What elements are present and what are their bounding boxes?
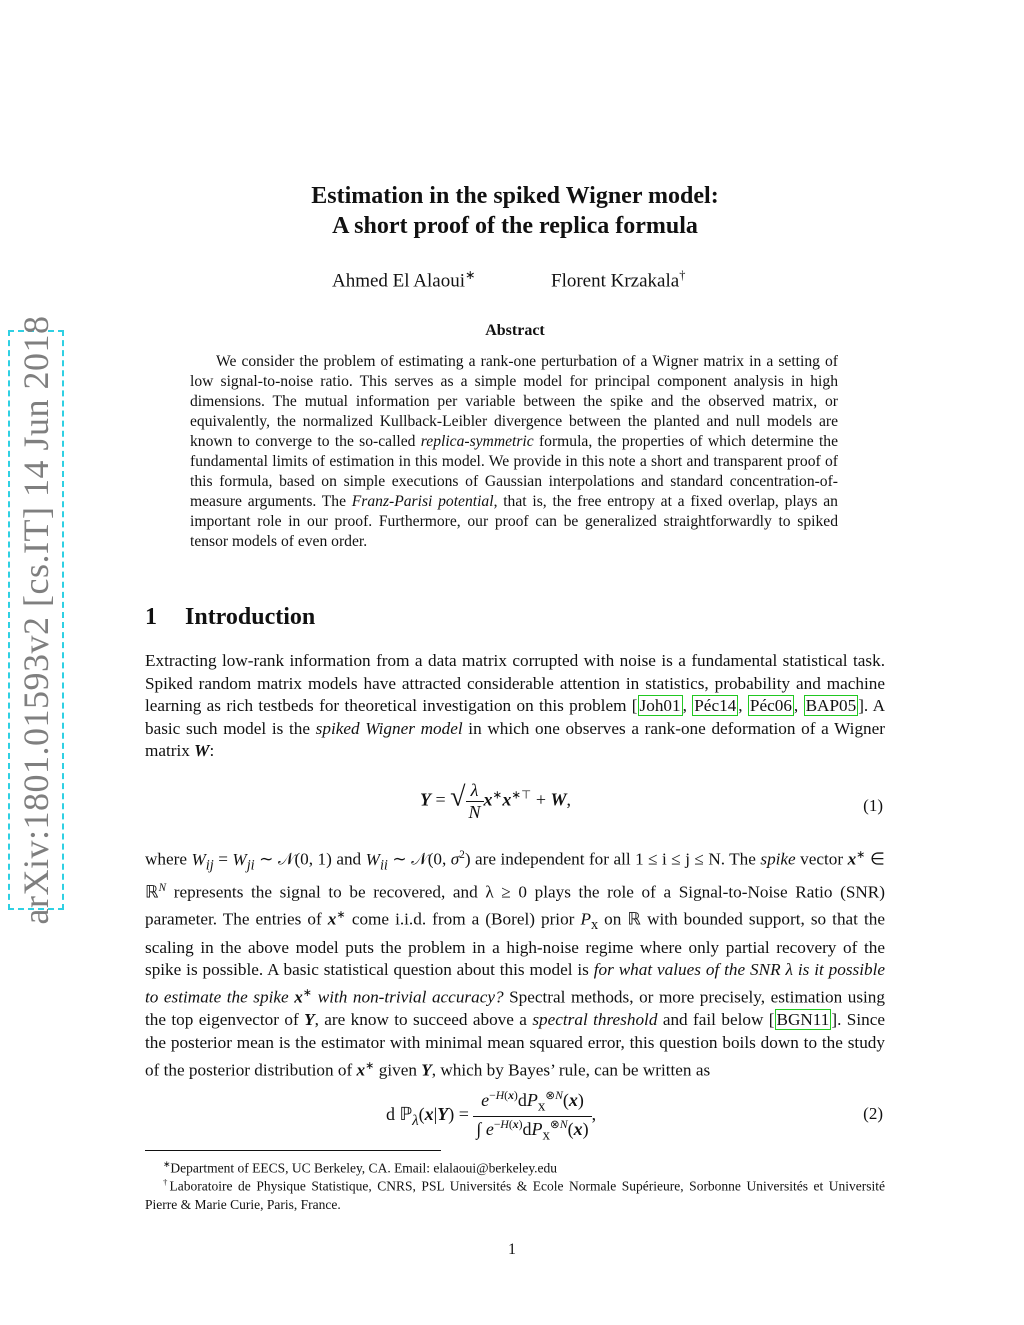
intro-p2-emphasis-3: spectral threshold — [532, 1010, 658, 1030]
intro-p2-text-b: are independent for all 1 ≤ i ≤ j ≤ N. The — [470, 849, 761, 869]
author-1-mark: ∗ — [464, 268, 476, 282]
intro-p2-text-i: and fail below [ — [657, 1010, 775, 1030]
footnote-2-mark: † — [163, 1177, 170, 1187]
intro-p1-text-c: in which one observes a rank-one deformation of a Wigner matrix — [145, 718, 885, 761]
author-2 — [551, 268, 685, 292]
footnote-2 — [145, 1173, 885, 1214]
intro-paragraph-1: Extracting low-rank information from a data matrix corrupted with noise is a fundamental statistical task. Spiked random matrix models have attracted considerable attention in statistics, probability and machine learning as rich testbeds for theoretical investigation on this problem [ Joh01 , Péc14 , Péc06 , BAP05 ]. A basic such model is the spiked Wigner model in which one observes a rank-one deformation of a Wigner matrix W: — [145, 651, 886, 761]
page-number: 1 — [508, 1241, 516, 1258]
intro-p2-text-h: , are know to succeed above a — [314, 1010, 533, 1030]
footnote-2-text: Laboratoire de Physique Statistique, CNRS, PSL Universités & Ecole Normale Supérieure, Sorbonne Universités et Université Pierre & Marie Curie, Paris, France. — [145, 1178, 885, 1212]
intro-p2-text-l: , which by Bayes’ rule, can be written as — [431, 1060, 711, 1080]
abstract-body — [190, 352, 838, 552]
intro-p1-emphasis: spiked Wigner model — [315, 718, 463, 738]
abstract-emphasis-2: Franz-Parisi potential — [351, 493, 494, 510]
equation-2-number: (2) — [863, 1104, 883, 1123]
abstract-text-1: We consider the problem of estimating a rank-one perturbation of a Wigner matrix in a setting of low signal-to-noise ratio. This serves as a simple model for principal component analysis in high dimensions. The mutual information per variable between the spike and the observed matrix, or equivalently, the normalized Kullback-Leibler divergence between the planted and null models are known to converge to the so-called — [190, 353, 838, 450]
paper-title-line1: Estimation in the spiked Wigner model: — [311, 183, 719, 209]
citation-pec06[interactable]: Péc06 — [749, 696, 792, 716]
author-1-name: Ahmed El Alaoui — [332, 270, 465, 292]
section-number: 1 — [145, 604, 157, 630]
abstract-emphasis-1: replica-symmetric — [420, 433, 534, 450]
footnote-1-mark: ∗ — [163, 1159, 171, 1169]
abstract-text-3: , that is, the free entropy at a fixed overlap, plays an important role in our proof. Furthermore, our proof can be generalized straightforwardly to spiked tensor models of even order. — [190, 493, 838, 550]
footnote-rule — [145, 1150, 441, 1151]
equation-1: Y = √ $\frac{\lambda}{N}$ x∗x∗⊤ + W, — [420, 780, 571, 822]
footnote-1-text: Department of EECS, UC Berkeley, CA. Email: elalaoui@berkeley.edu — [170, 1160, 558, 1176]
intro-p2-text-d: represents the signal to be recovered, and λ ≥ 0 plays the role of a Signal-to-Noise Ratio (SNR) parameter. The entries of — [145, 882, 885, 929]
intro-p2-text-f: on ℝ with bounded support, so that the scaling in the above model puts the problem in a high-noise regime where only partial recovery of the spike is possible. A basic statistical question about this model is — [145, 909, 885, 980]
equation-2: d ℙ$_\lambda$(x|Y) = $\frac{e^{-H(x)}dP_x^{\otimes N}(x)}{\int e^{-H(x)}dP_x^{\otimes N}(x)}$ , — [386, 1089, 597, 1144]
author-1 — [332, 268, 475, 292]
abstract-heading: Abstract — [485, 322, 545, 339]
intro-p1-text-a: Extracting low-rank information from a data matrix corrupted with noise is a fundamental statistical task. Spiked random matrix models have attracted considerable attention in statistics, probability and machine learning as rich testbeds for theoretical investigation on this problem [ — [145, 651, 885, 716]
author-2-name: Florent Krzakala — [551, 270, 680, 292]
abstract-text-2: formula, the properties of which determine the fundamental limits of estimation in this model. We provide in this note a short and transparent proof of this formula, based on simple executions of Gaussian interpolations and standard concentration-of-measure arguments. The — [190, 433, 838, 510]
intro-paragraph-2: where $W_{ij} = W_{ji}$ ∼ 𝒩(0, 1) and $W_{ii}$ ∼ 𝒩(0, $\sigma^2$) are independent for all 1 ≤ i ≤ j ≤ N. The spike vector x∗ ∈ ℝ$^N$ represents the signal to be recovered, and λ ≥ 0 plays the role of a Signal-to-Noise Ratio (SNR) parameter. The entries of x∗ come i.i.d. from a (Borel) prior $P_x$ on ℝ with bounded support, so that the scaling in the above model puts the problem in a high-noise regime where only partial recovery of the spike is possible. A basic statistical question about this model is for what values of the SNR λ is it possible to estimate the spike x∗ with non-trivial accuracy? Spectral methods, or more precisely, estimation using the top eigenvector of Y, are know to succeed above a spectral threshold and fail below [ BGN11 ]. Since the posterior mean is the estimator with minimal mean squared error, this question boils down to the study of the posterior distribution of x∗ given Y, which by Bayes’ rule, can be written as — [145, 849, 885, 1080]
intro-p2-text-a: where — [145, 849, 192, 869]
intro-p2-emphasis-spike: spike — [760, 849, 796, 869]
arxiv-stamp[interactable] — [8, 315, 64, 925]
intro-p2-emphasis-2: with non-trivial accuracy? — [312, 987, 504, 1007]
citation-bgn11[interactable]: BGN11 — [776, 1010, 830, 1030]
author-2-mark: † — [679, 268, 686, 282]
intro-p2-text-k: given — [374, 1060, 422, 1080]
citation-pec14[interactable]: Péc14 — [694, 696, 737, 716]
intro-p1-text-b: ]. A basic such model is the — [145, 696, 886, 738]
intro-p2-text-g: Spectral methods, or more precisely, estimation using the top eigenvector of — [145, 987, 885, 1030]
citation-bap05[interactable]: BAP05 — [805, 696, 857, 716]
intro-p2-text-e: come i.i.d. from a (Borel) prior — [345, 909, 581, 929]
arxiv-id: arXiv:1801.01593v2 [cs.IT] 14 Jun 2018 — [16, 315, 56, 925]
paper-title-line2: A short proof of the replica formula — [332, 213, 698, 239]
intro-p2-text-c: vector — [795, 849, 848, 869]
intro-p1-matrix-w: W — [194, 741, 210, 761]
intro-p2-text-j: ]. Since the posterior mean is the estimator with minimal mean squared error, this question boils down to the study of the posterior distribution of — [145, 1010, 885, 1080]
intro-p2-emphasis-1: for what values of the SNR λ is it possible to estimate the spike — [145, 960, 885, 1007]
citation-joh01[interactable]: Joh01 — [639, 696, 681, 716]
equation-1-number: (1) — [863, 796, 883, 815]
section-heading — [145, 604, 315, 631]
section-title: Introduction — [185, 604, 316, 630]
